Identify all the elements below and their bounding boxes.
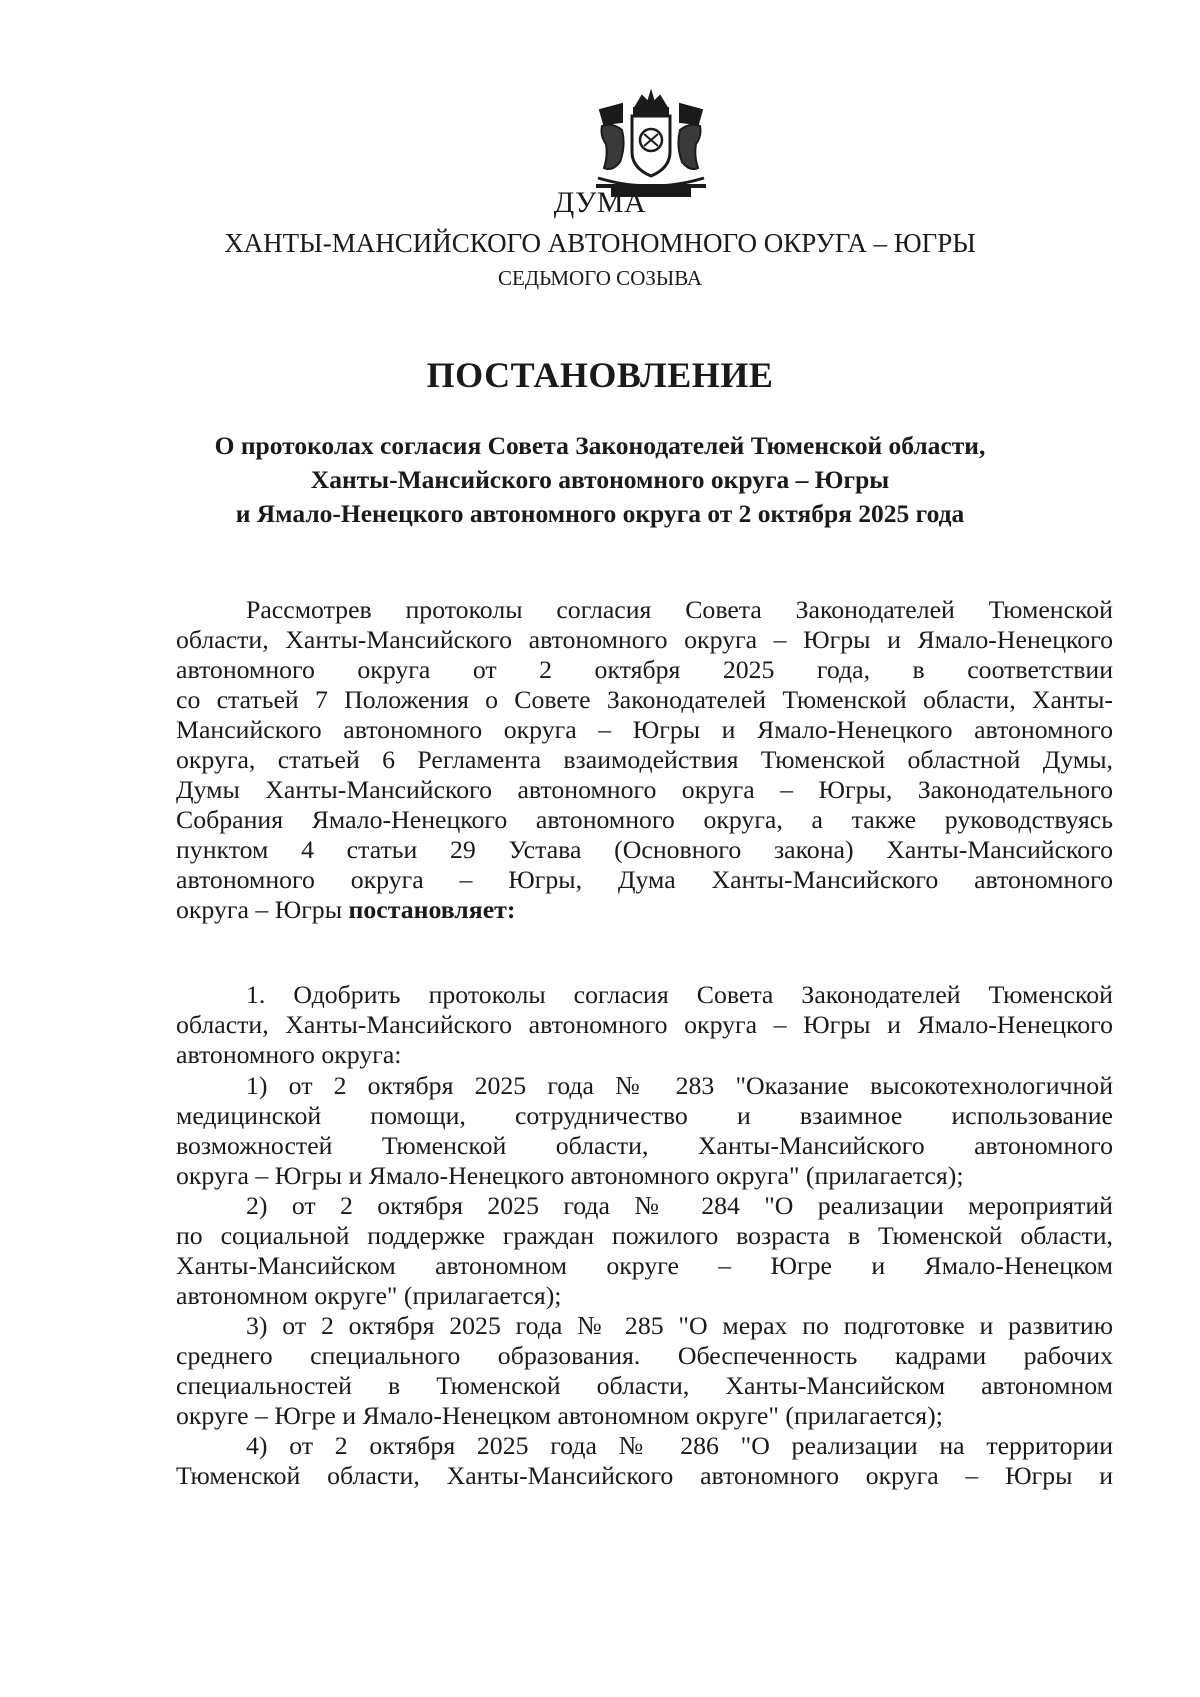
preamble-line: Думы Ханты-Мансийского автономного округа – Югры, Законодательного <box>176 775 1113 804</box>
preamble-line: Собрания Ямало-Ненецкого автономного округа, а также руководствуясь <box>176 805 1113 834</box>
list-item-line: 1) от 2 октября 2025 года № 283 "Оказание высокотехнологичной <box>246 1071 1113 1100</box>
preamble-line: со статьей 7 Положения о Совете Законодателей Тюменской области, Ханты- <box>176 685 1113 714</box>
preamble-line <box>176 895 1113 925</box>
list-item-line: по социальной поддержке граждан пожилого возраста в Тюменской области, <box>176 1221 1113 1250</box>
preamble-line: Мансийского автономного округа – Югры и Ямало-Ненецкого автономного <box>176 715 1113 744</box>
preamble-text: округа – Югры <box>176 895 349 924</box>
org-name: ДУМА <box>553 186 647 219</box>
document-title-line: Ханты-Мансийского автономного округа – Югры <box>310 465 890 494</box>
list-item-line: среднего специального образования. Обеспеченность кадрами рабочих <box>176 1341 1113 1370</box>
list-item-line: 3) от 2 октября 2025 года № 285 "О мерах по подготовке и развитию <box>246 1311 1113 1340</box>
document-title-line: и Ямало-Ненецкого автономного округа от 2 октября 2025 года <box>235 499 965 528</box>
preamble-line: области, Ханты-Мансийского автономного округа – Югры и Ямало-Ненецкого <box>176 625 1113 654</box>
list-item-line: возможностей Тюменской области, Ханты-Мансийского автономного <box>176 1131 1113 1160</box>
list-item-line: специальностей в Тюменской области, Ханты-Мансийском автономном <box>176 1371 1113 1400</box>
resolution-verb: постановляет: <box>348 895 516 924</box>
document-title-line: О протоколах согласия Совета Законодателей Тюменской области, <box>214 431 986 460</box>
point-line: 1. Одобрить протоколы согласия Совета Законодателей Тюменской <box>246 980 1113 1009</box>
document-type: ПОСТАНОВЛЕНИЕ <box>426 355 774 395</box>
preamble-line: Рассмотрев протоколы согласия Совета Законодателей Тюменской <box>246 595 1113 624</box>
list-item-line: медицинской помощи, сотрудничество и взаимное использование <box>176 1101 1113 1130</box>
list-item-line: Ханты-Мансийском автономном округе – Югре и Ямало-Ненецком <box>176 1251 1113 1280</box>
coat-of-arms-icon <box>592 82 710 202</box>
point-line: области, Ханты-Мансийского автономного округа – Югры и Ямало-Ненецкого <box>176 1010 1113 1039</box>
list-item-line: 4) от 2 октября 2025 года № 286 "О реализации на территории <box>246 1431 1113 1460</box>
list-item-line: Тюменской области, Ханты-Мансийского автономного округа – Югры и <box>176 1461 1113 1490</box>
preamble-line: автономного округа от 2 октября 2025 года, в соответствии <box>176 655 1113 684</box>
list-item-line: 2) от 2 октября 2025 года № 284 "О реализации мероприятий <box>246 1191 1113 1220</box>
preamble-line: пунктом 4 статьи 29 Устава (Основного закона) Ханты-Мансийского <box>176 835 1113 864</box>
preamble-line: автономного округа – Югры, Дума Ханты-Мансийского автономного <box>176 865 1113 894</box>
preamble-line: округа, статьей 6 Регламента взаимодействия Тюменской областной Думы, <box>176 745 1113 774</box>
list-item-line: автономном округе" (прилагается); <box>176 1281 562 1310</box>
list-item-line: округа – Югры и Ямало-Ненецкого автономного округа" (прилагается); <box>176 1161 964 1190</box>
org-region: ХАНТЫ-МАНСИЙСКОГО АВТОНОМНОГО ОКРУГА – ЮГРЫ <box>224 228 976 258</box>
convocation: СЕДЬМОГО СОЗЫВА <box>497 266 703 290</box>
list-item-line: округе – Югре и Ямало-Ненецком автономном округе" (прилагается); <box>176 1401 943 1430</box>
point-line: автономного округа: <box>176 1040 402 1069</box>
